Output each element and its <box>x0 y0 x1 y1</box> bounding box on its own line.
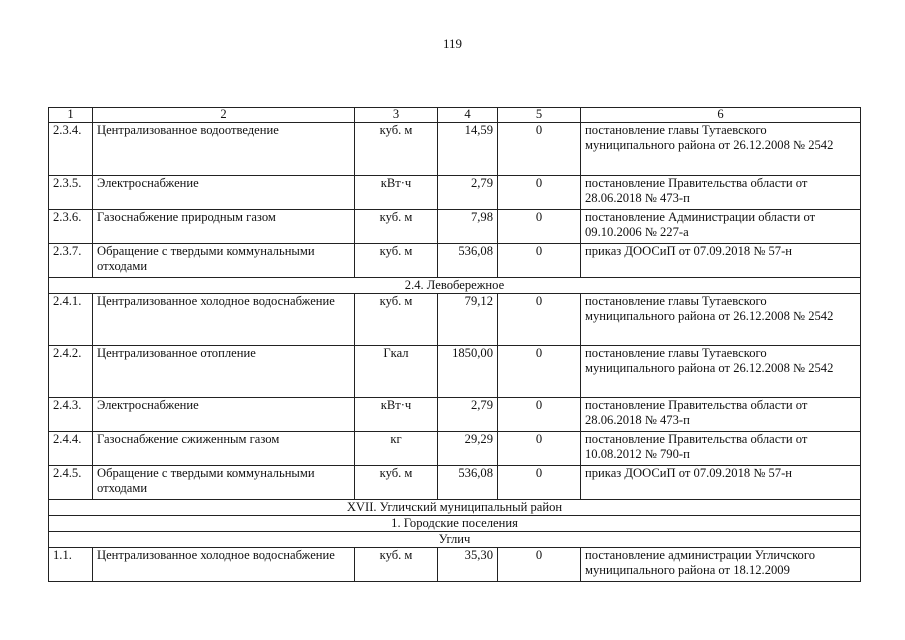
unit: Гкал <box>355 346 438 398</box>
legal-document: постановление главы Тутаевского муниципального района от 26.12.2008 № 2542 <box>581 294 861 346</box>
column-5-value: 0 <box>498 346 581 398</box>
column-5-value: 0 <box>498 244 581 278</box>
row-number: 2.4.1. <box>49 294 93 346</box>
service-name: Электроснабжение <box>93 398 355 432</box>
unit: кг <box>355 432 438 466</box>
section-title-levoberezhnoe: 2.4. Левобережное <box>49 278 861 294</box>
legal-document: постановление Правительства области от 28.06.2018 № 473-п <box>581 398 861 432</box>
table-row <box>49 466 861 500</box>
section-title-district: XVII. Угличский муниципальный район <box>49 500 861 516</box>
tariff-value: 7,98 <box>438 210 498 244</box>
table-row <box>49 432 861 466</box>
row-number: 2.4.5. <box>49 466 93 500</box>
service-name: Газоснабжение сжиженным газом <box>93 432 355 466</box>
column-5-value: 0 <box>498 432 581 466</box>
row-number: 2.4.2. <box>49 346 93 398</box>
column-5-value: 0 <box>498 210 581 244</box>
service-name: Обращение с твердыми коммунальными отходами <box>93 466 355 500</box>
legal-document: постановление главы Тутаевского муниципального района от 26.12.2008 № 2542 <box>581 123 861 176</box>
tariff-value: 14,59 <box>438 123 498 176</box>
section-row <box>49 500 861 516</box>
row-number: 2.3.5. <box>49 176 93 210</box>
legal-document: приказ ДООСиП от 07.09.2018 № 57-н <box>581 244 861 278</box>
section-title-uglich: Углич <box>49 532 861 548</box>
service-name: Централизованное холодное водоснабжение <box>93 548 355 582</box>
tariff-table <box>48 107 861 582</box>
table-row <box>49 244 861 278</box>
table-row <box>49 123 861 176</box>
section-row <box>49 278 861 294</box>
table-row <box>49 176 861 210</box>
header-cell: 6 <box>581 108 861 123</box>
section-row <box>49 532 861 548</box>
service-name: Централизованное холодное водоснабжение <box>93 294 355 346</box>
legal-document: постановление Администрации области от 09.10.2006 № 227-а <box>581 210 861 244</box>
service-name: Газоснабжение природным газом <box>93 210 355 244</box>
tariff-value: 1850,00 <box>438 346 498 398</box>
legal-document: постановление главы Тутаевского муниципального района от 26.12.2008 № 2542 <box>581 346 861 398</box>
column-5-value: 0 <box>498 548 581 582</box>
service-name: Централизованное водоотведение <box>93 123 355 176</box>
header-cell: 2 <box>93 108 355 123</box>
header-row <box>49 108 861 123</box>
legal-document: приказ ДООСиП от 07.09.2018 № 57-н <box>581 466 861 500</box>
legal-document: постановление администрации Угличского муниципального района от 18.12.2009 <box>581 548 861 582</box>
row-number: 2.3.7. <box>49 244 93 278</box>
column-5-value: 0 <box>498 294 581 346</box>
column-5-value: 0 <box>498 466 581 500</box>
unit: куб. м <box>355 244 438 278</box>
unit: куб. м <box>355 548 438 582</box>
row-number: 2.4.4. <box>49 432 93 466</box>
tariff-value: 35,30 <box>438 548 498 582</box>
unit: куб. м <box>355 466 438 500</box>
table-row <box>49 398 861 432</box>
column-5-value: 0 <box>498 123 581 176</box>
row-number: 2.4.3. <box>49 398 93 432</box>
unit: куб. м <box>355 210 438 244</box>
row-number: 1.1. <box>49 548 93 582</box>
header-cell: 5 <box>498 108 581 123</box>
tariff-value: 79,12 <box>438 294 498 346</box>
tariff-value: 536,08 <box>438 244 498 278</box>
unit: кВт·ч <box>355 398 438 432</box>
unit: куб. м <box>355 123 438 176</box>
unit: кВт·ч <box>355 176 438 210</box>
service-name: Централизованное отопление <box>93 346 355 398</box>
header-cell: 4 <box>438 108 498 123</box>
column-5-value: 0 <box>498 176 581 210</box>
service-name: Электроснабжение <box>93 176 355 210</box>
row-number: 2.3.6. <box>49 210 93 244</box>
tariff-value: 2,79 <box>438 398 498 432</box>
row-number: 2.3.4. <box>49 123 93 176</box>
legal-document: постановление Правительства области от 10.08.2012 № 790-п <box>581 432 861 466</box>
section-title-urban: 1. Городские поселения <box>49 516 861 532</box>
unit: куб. м <box>355 294 438 346</box>
table-row <box>49 548 861 582</box>
section-row <box>49 516 861 532</box>
header-cell: 3 <box>355 108 438 123</box>
header-cell: 1 <box>49 108 93 123</box>
tariff-value: 29,29 <box>438 432 498 466</box>
service-name: Обращение с твердыми коммунальными отходами <box>93 244 355 278</box>
tariff-table-body <box>49 108 861 582</box>
table-row <box>49 294 861 346</box>
tariff-value: 536,08 <box>438 466 498 500</box>
column-5-value: 0 <box>498 398 581 432</box>
table-row <box>49 210 861 244</box>
tariff-value: 2,79 <box>438 176 498 210</box>
page-number: 119 <box>442 36 463 51</box>
legal-document: постановление Правительства области от 28.06.2018 № 473-п <box>581 176 861 210</box>
table-row <box>49 346 861 398</box>
